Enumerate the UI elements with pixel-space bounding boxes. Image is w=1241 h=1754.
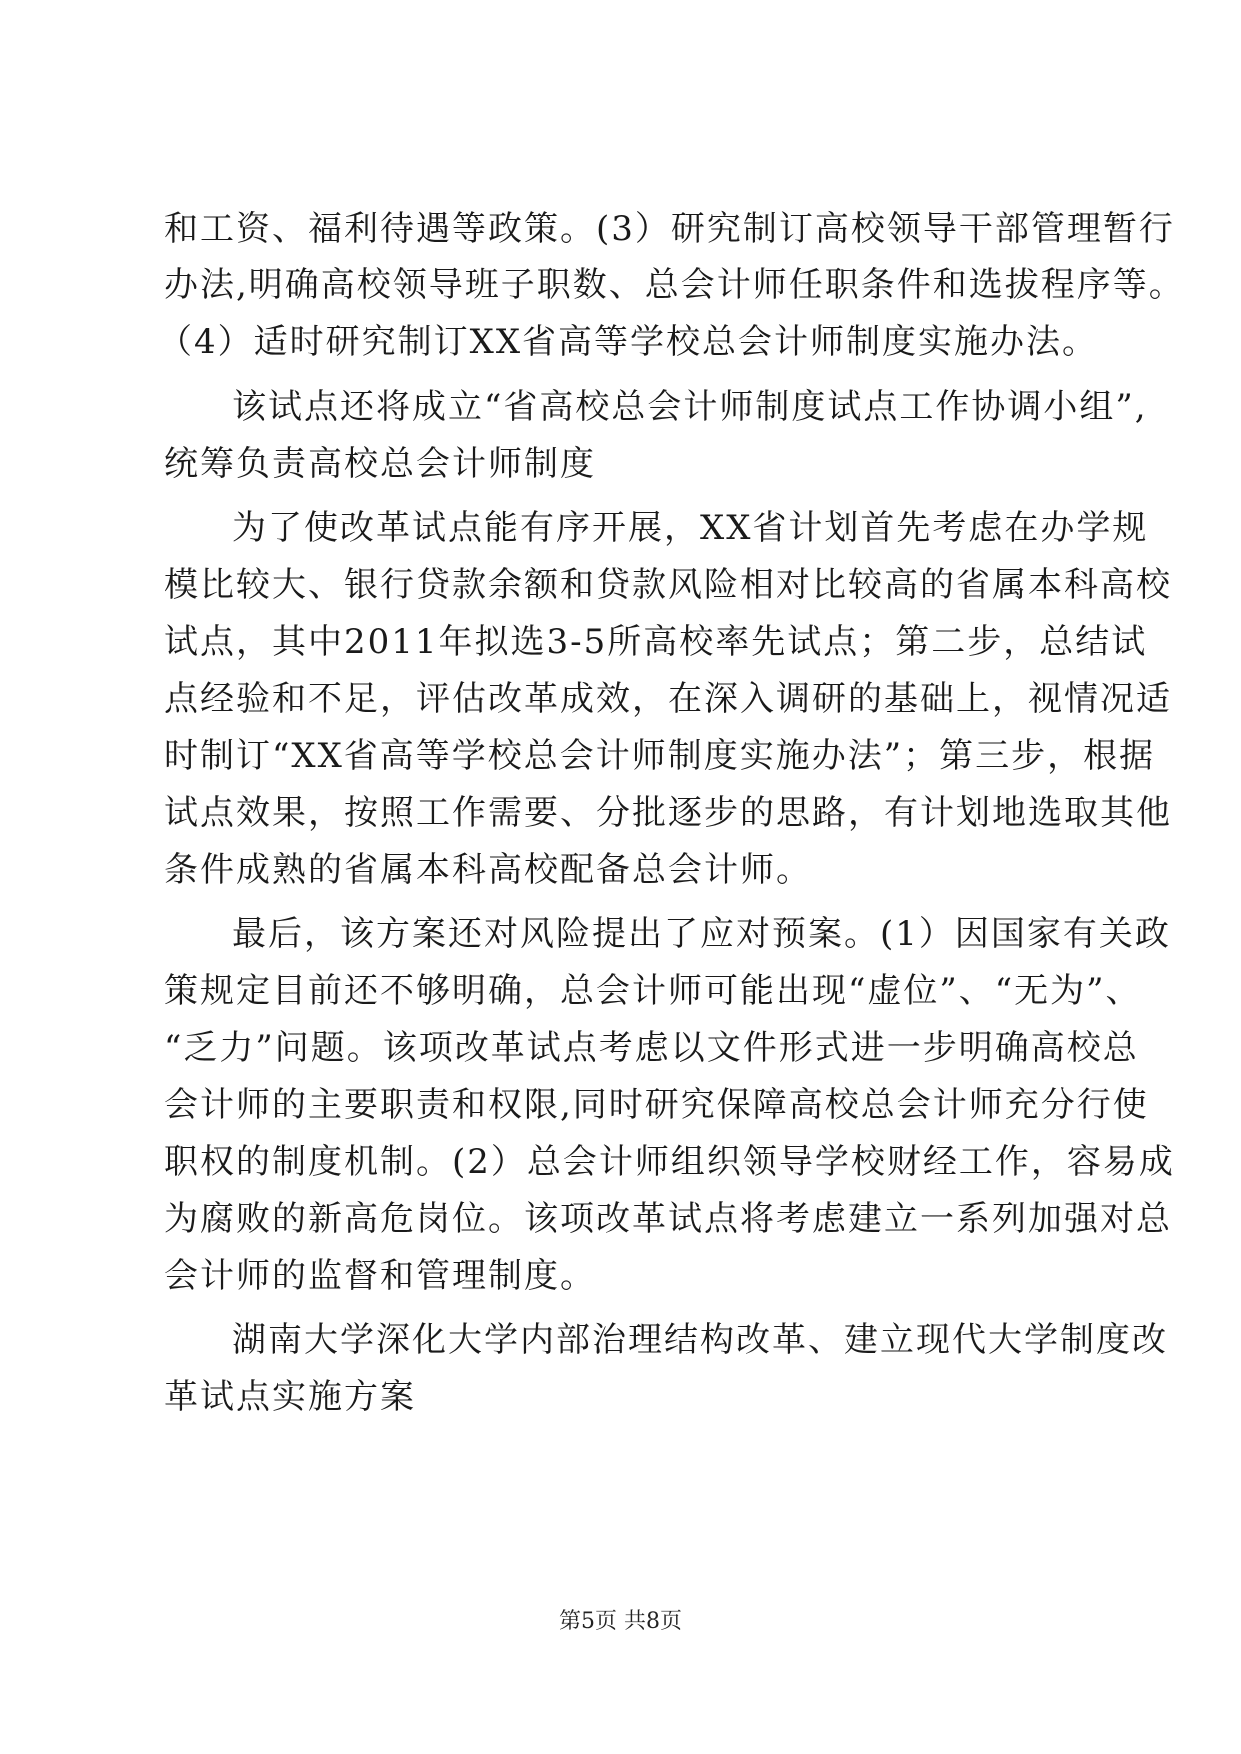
- text-line: 该试点还将成立“省高校总会计师制度试点工作协调小组”,: [232, 387, 1148, 427]
- text-line: 试点效果，按照工作需要、分批逐步的思路，有计划地选取其他: [164, 793, 1172, 833]
- page-number-footer: 第5页 共8页: [559, 1609, 682, 1634]
- text-line: 时制订“XX省高等学校总会计师制度实施办法”；第三步，根据: [164, 736, 1156, 776]
- text-line: 会计师的主要职责和权限,同时研究保障高校总会计师充分行使: [164, 1085, 1149, 1125]
- text-line: 点经验和不足，评估改革成效，在深入调研的基础上，视情况适: [164, 679, 1172, 719]
- text-line: 最后，该方案还对风险提出了应对预案。(1）因国家有关政: [232, 914, 1171, 954]
- text-line: 试点，其中2011年拟选3-5所高校率先试点；第二步，总结试: [164, 622, 1148, 662]
- text-line: 办法,明确高校领导班子职数、总会计师任职条件和选拔程序等。: [164, 265, 1185, 305]
- text-line: 条件成熟的省属本科高校配备总会计师。: [164, 850, 812, 890]
- text-line: 为了使改革试点能有序开展，XX省计划首先考虑在办学规: [232, 508, 1149, 548]
- text-line: 会计师的监督和管理制度。: [164, 1256, 596, 1296]
- text-line: 湖南大学深化大学内部治理结构改革、建立现代大学制度改: [232, 1320, 1168, 1360]
- text-line: 策规定目前还不够明确，总会计师可能出现“虚位”、“无为”、: [164, 971, 1142, 1011]
- text-line: “乏力”问题。该项改革试点考虑以文件形式进一步明确高校总: [164, 1028, 1139, 1068]
- text-line: 职权的制度机制。(2）总会计师组织领导学校财经工作，容易成: [164, 1142, 1175, 1182]
- text-line: 革试点实施方案: [164, 1377, 416, 1417]
- text-line: 为腐败的新高危岗位。该项改革试点将考虑建立一系列加强对总: [164, 1199, 1172, 1239]
- text-line: （4）适时研究制订XX省高等学校总会计师制度实施办法。: [158, 322, 1099, 362]
- text-line: 模比较大、银行贷款余额和贷款风险相对比较高的省属本科高校: [164, 565, 1172, 605]
- text-line: 和工资、福利待遇等政策。(3）研究制订高校领导干部管理暂行: [164, 209, 1175, 249]
- text-line: 统筹负责高校总会计师制度: [164, 444, 596, 484]
